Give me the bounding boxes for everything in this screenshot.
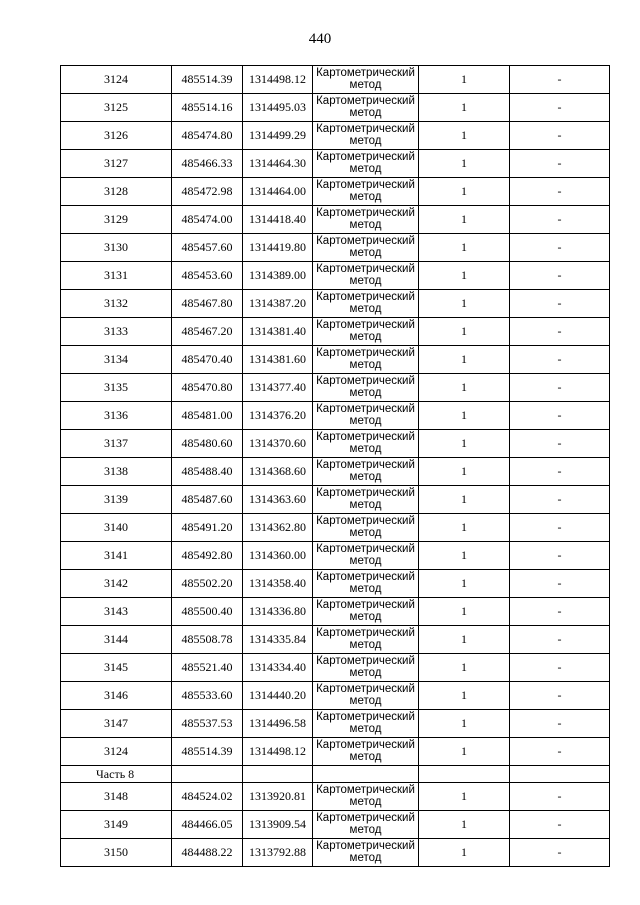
- x-coordinate-cell: 485514.39: [172, 66, 243, 94]
- coordinates-table: [60, 65, 610, 867]
- point-id-cell: 3125: [61, 94, 172, 122]
- point-id-cell: 3148: [61, 783, 172, 811]
- y-coordinate-cell: 1314362.80: [243, 514, 313, 542]
- y-coordinate-cell: 1314498.12: [243, 66, 313, 94]
- point-id-cell: 3139: [61, 486, 172, 514]
- note-cell: -: [510, 262, 610, 290]
- value-cell: 1: [419, 66, 510, 94]
- y-coordinate-cell: 1313792.88: [243, 839, 313, 867]
- value-cell: 1: [419, 811, 510, 839]
- point-id-cell: 3135: [61, 374, 172, 402]
- note-cell: -: [510, 206, 610, 234]
- note-cell: -: [510, 66, 610, 94]
- value-cell: 1: [419, 290, 510, 318]
- point-id-cell: 3142: [61, 570, 172, 598]
- value-cell: 1: [419, 570, 510, 598]
- x-coordinate-cell: 484524.02: [172, 783, 243, 811]
- y-coordinate-cell: 1314335.84: [243, 626, 313, 654]
- x-coordinate-cell: 485488.40: [172, 458, 243, 486]
- note-cell: -: [510, 318, 610, 346]
- note-cell: -: [510, 122, 610, 150]
- note-cell: -: [510, 290, 610, 318]
- point-id-cell: 3138: [61, 458, 172, 486]
- x-coordinate-cell: 485467.20: [172, 318, 243, 346]
- table-row: [61, 374, 610, 402]
- note-cell: -: [510, 542, 610, 570]
- y-coordinate-cell: 1314498.12: [243, 738, 313, 766]
- method-cell: Картометрический метод: [313, 234, 419, 262]
- point-id-cell: 3141: [61, 542, 172, 570]
- y-coordinate-cell: 1314495.03: [243, 94, 313, 122]
- point-id-cell: 3131: [61, 262, 172, 290]
- method-cell: Картометрический метод: [313, 811, 419, 839]
- note-cell: -: [510, 839, 610, 867]
- x-coordinate-cell: 485537.53: [172, 710, 243, 738]
- table-row: [61, 486, 610, 514]
- value-cell: 1: [419, 626, 510, 654]
- page-number: 440: [308, 31, 332, 47]
- table-row: [61, 514, 610, 542]
- y-coordinate-cell: 1314418.40: [243, 206, 313, 234]
- point-id-cell: 3137: [61, 430, 172, 458]
- value-cell: 1: [419, 150, 510, 178]
- y-coordinate-cell: 1314360.00: [243, 542, 313, 570]
- method-cell: Картометрический метод: [313, 514, 419, 542]
- y-coordinate-cell: 1314381.40: [243, 318, 313, 346]
- point-id-cell: 3149: [61, 811, 172, 839]
- note-cell: -: [510, 626, 610, 654]
- table-row: [61, 290, 610, 318]
- note-cell: -: [510, 514, 610, 542]
- point-id-cell: 3133: [61, 318, 172, 346]
- note-cell: -: [510, 150, 610, 178]
- table-row: [61, 262, 610, 290]
- method-cell: Картометрический метод: [313, 654, 419, 682]
- point-id-cell: 3144: [61, 626, 172, 654]
- y-coordinate-cell: 1314381.60: [243, 346, 313, 374]
- method-cell: Картометрический метод: [313, 66, 419, 94]
- x-coordinate-cell: 485457.60: [172, 234, 243, 262]
- y-coordinate-cell: 1314496.58: [243, 710, 313, 738]
- method-cell: Картометрический метод: [313, 402, 419, 430]
- note-cell: -: [510, 486, 610, 514]
- value-cell: 1: [419, 458, 510, 486]
- x-coordinate-cell: 485491.20: [172, 514, 243, 542]
- y-coordinate-cell: 1314368.60: [243, 458, 313, 486]
- point-id-cell: 3130: [61, 234, 172, 262]
- x-coordinate-cell: 485502.20: [172, 570, 243, 598]
- value-cell: 1: [419, 206, 510, 234]
- note-cell: -: [510, 94, 610, 122]
- empty-cell: [313, 766, 419, 783]
- x-coordinate-cell: 484488.22: [172, 839, 243, 867]
- method-cell: Картометрический метод: [313, 346, 419, 374]
- point-id-cell: 3126: [61, 122, 172, 150]
- y-coordinate-cell: 1314358.40: [243, 570, 313, 598]
- table-row: [61, 598, 610, 626]
- method-cell: Картометрический метод: [313, 94, 419, 122]
- value-cell: 1: [419, 486, 510, 514]
- method-cell: Картометрический метод: [313, 458, 419, 486]
- x-coordinate-cell: 485466.33: [172, 150, 243, 178]
- point-id-cell: 3128: [61, 178, 172, 206]
- table-row: [61, 783, 610, 811]
- x-coordinate-cell: 485472.98: [172, 178, 243, 206]
- method-cell: Картометрический метод: [313, 150, 419, 178]
- table-row: [61, 346, 610, 374]
- table-row: [61, 206, 610, 234]
- y-coordinate-cell: 1314499.29: [243, 122, 313, 150]
- point-id-cell: 3146: [61, 682, 172, 710]
- table-row: [61, 710, 610, 738]
- point-id-cell: 3124: [61, 66, 172, 94]
- method-cell: Картометрический метод: [313, 542, 419, 570]
- x-coordinate-cell: 485470.40: [172, 346, 243, 374]
- table-row: [61, 178, 610, 206]
- point-id-cell: 3134: [61, 346, 172, 374]
- note-cell: -: [510, 738, 610, 766]
- value-cell: 1: [419, 598, 510, 626]
- table-row: [61, 626, 610, 654]
- value-cell: 1: [419, 178, 510, 206]
- x-coordinate-cell: 485453.60: [172, 262, 243, 290]
- point-id-cell: 3143: [61, 598, 172, 626]
- note-cell: -: [510, 783, 610, 811]
- point-id-cell: 3136: [61, 402, 172, 430]
- point-id-cell: 3150: [61, 839, 172, 867]
- method-cell: Картометрический метод: [313, 839, 419, 867]
- value-cell: 1: [419, 374, 510, 402]
- method-cell: Картометрический метод: [313, 290, 419, 318]
- point-id-cell: 3147: [61, 710, 172, 738]
- x-coordinate-cell: 485521.40: [172, 654, 243, 682]
- method-cell: Картометрический метод: [313, 682, 419, 710]
- value-cell: 1: [419, 654, 510, 682]
- x-coordinate-cell: 485514.16: [172, 94, 243, 122]
- note-cell: -: [510, 570, 610, 598]
- note-cell: -: [510, 402, 610, 430]
- method-cell: Картометрический метод: [313, 783, 419, 811]
- note-cell: -: [510, 458, 610, 486]
- value-cell: 1: [419, 542, 510, 570]
- note-cell: -: [510, 374, 610, 402]
- empty-cell: [510, 766, 610, 783]
- value-cell: 1: [419, 738, 510, 766]
- value-cell: 1: [419, 346, 510, 374]
- method-cell: Картометрический метод: [313, 262, 419, 290]
- y-coordinate-cell: 1314464.30: [243, 150, 313, 178]
- y-coordinate-cell: 1314464.00: [243, 178, 313, 206]
- table-row: [61, 234, 610, 262]
- section-row: [61, 766, 610, 783]
- y-coordinate-cell: 1313920.81: [243, 783, 313, 811]
- table-row: [61, 654, 610, 682]
- method-cell: Картометрический метод: [313, 626, 419, 654]
- table-row: [61, 402, 610, 430]
- method-cell: Картометрический метод: [313, 738, 419, 766]
- y-coordinate-cell: 1314363.60: [243, 486, 313, 514]
- method-cell: Картометрический метод: [313, 178, 419, 206]
- method-cell: Картометрический метод: [313, 430, 419, 458]
- y-coordinate-cell: 1314440.20: [243, 682, 313, 710]
- note-cell: -: [510, 811, 610, 839]
- value-cell: 1: [419, 402, 510, 430]
- y-coordinate-cell: 1314419.80: [243, 234, 313, 262]
- y-coordinate-cell: 1314387.20: [243, 290, 313, 318]
- value-cell: 1: [419, 783, 510, 811]
- note-cell: -: [510, 598, 610, 626]
- table-row: [61, 542, 610, 570]
- point-id-cell: 3124: [61, 738, 172, 766]
- x-coordinate-cell: 485487.60: [172, 486, 243, 514]
- note-cell: -: [510, 682, 610, 710]
- table-row: [61, 811, 610, 839]
- value-cell: 1: [419, 430, 510, 458]
- section-label: Часть 8: [61, 766, 172, 783]
- point-id-cell: 3140: [61, 514, 172, 542]
- y-coordinate-cell: 1314377.40: [243, 374, 313, 402]
- x-coordinate-cell: 485500.40: [172, 598, 243, 626]
- value-cell: 1: [419, 318, 510, 346]
- x-coordinate-cell: 485492.80: [172, 542, 243, 570]
- method-cell: Картометрический метод: [313, 598, 419, 626]
- method-cell: Картометрический метод: [313, 486, 419, 514]
- table-row: [61, 570, 610, 598]
- x-coordinate-cell: 485514.39: [172, 738, 243, 766]
- x-coordinate-cell: 485481.00: [172, 402, 243, 430]
- y-coordinate-cell: 1314376.20: [243, 402, 313, 430]
- note-cell: -: [510, 430, 610, 458]
- table-row: [61, 122, 610, 150]
- y-coordinate-cell: 1313909.54: [243, 811, 313, 839]
- x-coordinate-cell: 485508.78: [172, 626, 243, 654]
- value-cell: 1: [419, 514, 510, 542]
- table-row: [61, 682, 610, 710]
- point-id-cell: 3127: [61, 150, 172, 178]
- point-id-cell: 3145: [61, 654, 172, 682]
- x-coordinate-cell: 485474.00: [172, 206, 243, 234]
- y-coordinate-cell: 1314389.00: [243, 262, 313, 290]
- note-cell: -: [510, 710, 610, 738]
- table-row: [61, 94, 610, 122]
- method-cell: Картометрический метод: [313, 206, 419, 234]
- value-cell: 1: [419, 682, 510, 710]
- y-coordinate-cell: 1314370.60: [243, 430, 313, 458]
- x-coordinate-cell: 484466.05: [172, 811, 243, 839]
- value-cell: 1: [419, 262, 510, 290]
- x-coordinate-cell: 485533.60: [172, 682, 243, 710]
- empty-cell: [172, 766, 243, 783]
- table-row: [61, 839, 610, 867]
- note-cell: -: [510, 654, 610, 682]
- y-coordinate-cell: 1314334.40: [243, 654, 313, 682]
- method-cell: Картометрический метод: [313, 374, 419, 402]
- point-id-cell: 3132: [61, 290, 172, 318]
- method-cell: Картометрический метод: [313, 122, 419, 150]
- empty-cell: [419, 766, 510, 783]
- note-cell: -: [510, 178, 610, 206]
- method-cell: Картометрический метод: [313, 318, 419, 346]
- table-row: [61, 318, 610, 346]
- value-cell: 1: [419, 710, 510, 738]
- table-row: [61, 738, 610, 766]
- empty-cell: [243, 766, 313, 783]
- y-coordinate-cell: 1314336.80: [243, 598, 313, 626]
- table-row: [61, 150, 610, 178]
- x-coordinate-cell: 485474.80: [172, 122, 243, 150]
- table-body: [61, 66, 610, 867]
- table-row: [61, 458, 610, 486]
- method-cell: Картометрический метод: [313, 710, 419, 738]
- table-row: [61, 430, 610, 458]
- value-cell: 1: [419, 839, 510, 867]
- x-coordinate-cell: 485480.60: [172, 430, 243, 458]
- table-row: [61, 66, 610, 94]
- note-cell: -: [510, 346, 610, 374]
- note-cell: -: [510, 234, 610, 262]
- point-id-cell: 3129: [61, 206, 172, 234]
- x-coordinate-cell: 485467.80: [172, 290, 243, 318]
- x-coordinate-cell: 485470.80: [172, 374, 243, 402]
- value-cell: 1: [419, 94, 510, 122]
- value-cell: 1: [419, 122, 510, 150]
- method-cell: Картометрический метод: [313, 570, 419, 598]
- value-cell: 1: [419, 234, 510, 262]
